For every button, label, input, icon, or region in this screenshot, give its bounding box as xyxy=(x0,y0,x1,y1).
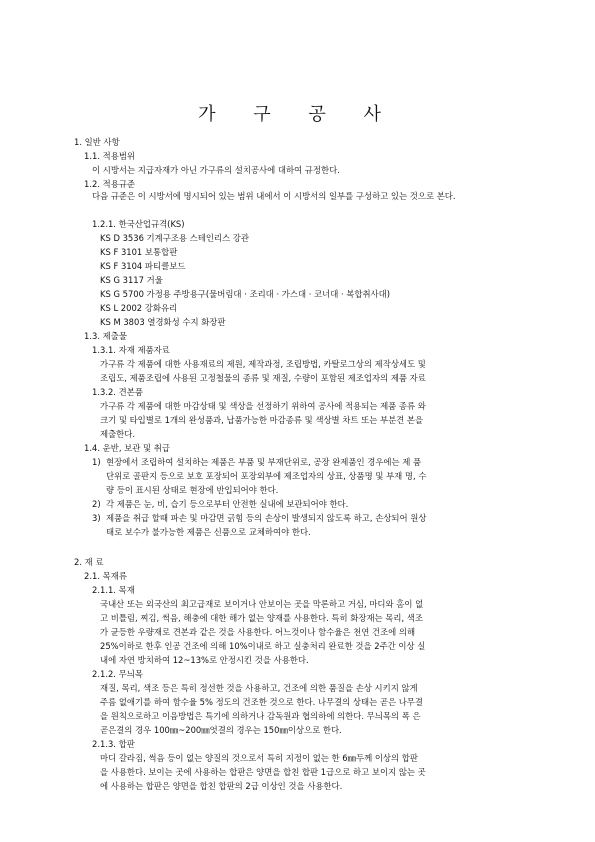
paragraph-line: 을 원칙으로하고 이음방법은 특기에 의하거나 감독원과 협의하에 의한다. 무늬목의 폭 은 xyxy=(100,711,421,721)
paragraph-line: 고 비틀림, 찌김, 썩음, 해충에 대한 해가 없는 양재를 사용한다. 특히 화장재는 목리, 색조 xyxy=(100,613,423,623)
ks-standard-item: KS F 3101 보통합판 xyxy=(100,247,178,257)
ks-standard-item: KS G 5700 가정용 주방용구(물버림대 · 조리대 · 가스대 · 코너대 · 복합취사대) xyxy=(100,289,390,299)
list-number: 2) xyxy=(92,499,101,509)
section-2-heading: 2. 재 료 xyxy=(74,557,104,567)
paragraph-line: 에 사용하는 합판은 양면을 합친 합판의 2급 이상인 것을 사용한다. xyxy=(100,781,343,791)
list-number: 3) xyxy=(92,513,101,523)
paragraph-line: 크기 및 타입별로 1개의 완성품과, 납품가능한 마감종류 및 색상별 차트 또는 부분견 본을 xyxy=(100,415,424,425)
paragraph-line: 재질, 목리, 색조 등은 특히 정선한 것을 사용하고, 건조에 의한 품질을 손상 시키지 않게 xyxy=(100,683,418,693)
section-2-1-3-heading: 2.1.3. 합판 xyxy=(92,739,135,749)
section-2-1-1-heading: 2.1.1. 목재 xyxy=(92,585,135,595)
paragraph-line: 국내산 또는 외국산의 최고급재로 보이거나 안보이는 곳을 막론하고 거심, 마디와 홈이 없 xyxy=(100,599,424,609)
section-2-1-2-heading: 2.1.2. 무늬목 xyxy=(92,669,143,679)
section-1-3-2-heading: 1.3.2. 견본품 xyxy=(92,387,143,397)
paragraph-line: 가구류 각 제품에 대한 사용재료의 제원, 제작과정, 조립방법, 카탈로그상의 제작상세도 및 xyxy=(100,359,426,369)
list-item-line: 각 제품은 눈, 비, 습기 등으로부터 안전한 실내에 보관되어야 한다. xyxy=(106,499,349,509)
paragraph-line: 곧은결의 경우 100㎜~200㎜엇결의 경우는 150㎜이상으로 한다. xyxy=(100,725,342,735)
paragraph-line: 을 사용한다. 보이는 곳에 사용하는 합판은 양면을 합친 합판 1급으로 하고 보이지 않는 곳 xyxy=(100,767,426,777)
section-2-1-heading: 2.1. 목재류 xyxy=(84,571,127,581)
section-1-3-1-heading: 1.3.1. 자재 제품자료 xyxy=(92,345,170,355)
section-1-3-heading: 1.3. 제출물 xyxy=(84,331,127,341)
section-1-2-heading: 1.2. 적용규준 xyxy=(84,179,136,189)
paragraph-line: 가구류 각 제품에 대한 마감상태 및 색상을 선정하기 위하여 공사에 적용되는 제품 종류 와 xyxy=(100,401,426,411)
ks-standard-item: KS M 3803 열경화성 수지 화장판 xyxy=(100,317,226,327)
list-item-line: 태로 보수가 불가능한 제품은 신품으로 교체하여야 한다. xyxy=(106,527,311,537)
list-item-line: 현장에서 조립하여 설치하는 제품은 부품 및 부재단위로, 공장 완제품인 경우에는 제 품 xyxy=(106,457,422,467)
ks-standard-item: KS G 3117 거울 xyxy=(100,275,163,285)
paragraph-line: 마디 갈라짐, 썩음 등이 없는 양질의 것으로서 특히 지정이 없는 한 6㎜두께 이상의 합판 xyxy=(100,753,418,763)
paragraph-line: 25%이하로 한후 인공 건조에 의해 10%이내로 하고 실충처리 완료한 것을 2주간 이상 실 xyxy=(100,641,426,651)
section-1-2-body: 다음 규준은 이 시방서에 명시되어 있는 범위 내에서 이 시방서의 일부를 구성하고 있는 것으로 본다. xyxy=(92,191,456,201)
list-item-line: 단위로 골판지 등으로 보호 포장되어 포장외부에 제조업자의 상표, 상품명 및 부재 명, 수 xyxy=(106,471,427,481)
list-item-line: 제품을 취급 할때 파손 및 마감면 긁힘 등의 손상이 발생되지 않도록 하고, 손상되어 원상 xyxy=(106,513,427,523)
page-title: 가 구 공 사 xyxy=(198,104,397,125)
ks-standard-item: KS F 3104 파티클보드 xyxy=(100,261,186,271)
section-1-heading: 1. 일반 사항 xyxy=(74,137,120,147)
ks-standard-item: KS D 3536 기계구조용 스테인리스 강관 xyxy=(100,233,249,243)
section-1-4-heading: 1.4. 운반, 보관 및 취급 xyxy=(84,443,170,453)
ks-standard-item: KS L 2002 강화유리 xyxy=(100,303,178,313)
paragraph-line: 조립도, 제품조립에 사용된 고정철물의 종류 및 재질, 수량이 포함된 제조업자의 제품 자료 xyxy=(100,373,426,383)
list-item-line: 량 등이 표시된 상태로 현장에 반입되어야 한다. xyxy=(106,485,279,495)
paragraph-line: 제출한다. xyxy=(100,429,136,439)
paragraph-line: 주름 없애기를 하여 함수율 5% 정도의 건조한 것으로 한다. 나무결의 상태는 곧은 나무결 xyxy=(100,697,423,707)
paragraph-line: 가 균등한 우량재로 견본과 같은 것을 사용한다. 어느것이나 함수율은 천연 건조에 의해 xyxy=(100,627,416,637)
section-1-1-heading: 1.1. 적용범위 xyxy=(84,151,136,161)
paragraph-line: 내에 자연 방치하여 12~13%로 안정시킨 것을 사용한다. xyxy=(100,655,309,665)
section-1-2-1-heading: 1.2.1. 한국산업규격(KS) xyxy=(92,219,185,229)
section-1-1-body: 이 시방서는 지급자재가 아닌 가구류의 설치공사에 대하여 규정한다. xyxy=(92,165,340,175)
list-number: 1) xyxy=(92,457,101,467)
